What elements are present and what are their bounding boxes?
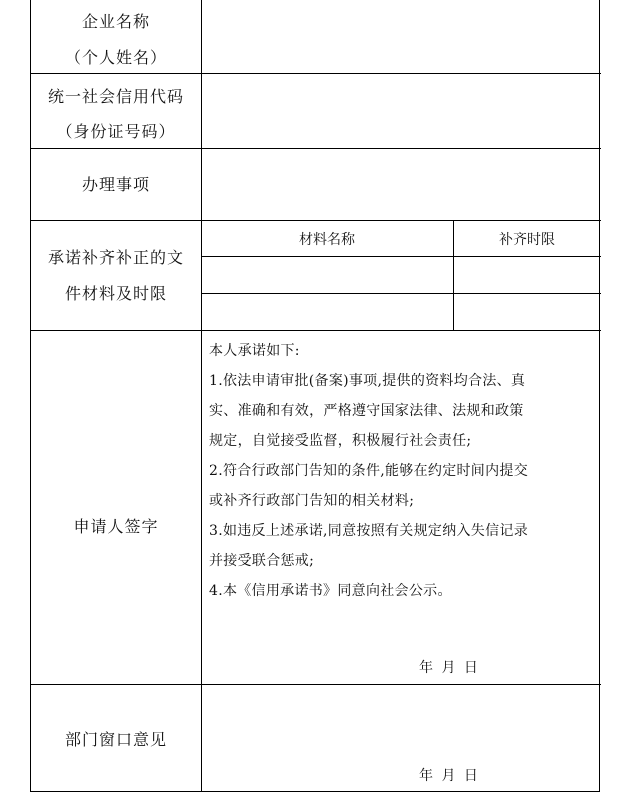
department-opinion-field[interactable] xyxy=(202,685,601,765)
row-separator xyxy=(31,220,601,221)
credit-code-field[interactable] xyxy=(202,74,601,148)
deadline-cell[interactable] xyxy=(454,257,601,293)
commitment-form xyxy=(30,0,600,792)
row-separator xyxy=(31,330,601,331)
matter-field[interactable] xyxy=(202,149,601,220)
pledge-line: 实、准确和有效，严格遵守国家法律、法规和政策 xyxy=(209,403,524,419)
deadline-cell[interactable] xyxy=(454,294,601,330)
material-name-cell[interactable] xyxy=(202,257,453,293)
applicant-signature-label: 申请人签字 xyxy=(73,517,159,536)
pledge-line: 并接受联合惩戒; xyxy=(209,553,315,569)
material-name-header: 材料名称 xyxy=(299,232,355,248)
supplement-label-line1: 承诺补齐补正的文 xyxy=(47,248,184,267)
material-name-cell[interactable] xyxy=(202,294,453,330)
supplement-label-line2: 件材料及时限 xyxy=(64,284,167,303)
department-date: 年 月 日 xyxy=(419,768,480,784)
pledge-line: 4.本《信用承诺书》同意向社会公示。 xyxy=(209,583,452,599)
enterprise-name-field[interactable] xyxy=(202,0,601,73)
enterprise-name-label: 企业名称 xyxy=(81,12,150,31)
pledge-intro: 本人承诺如下: xyxy=(209,343,300,359)
pledge-line: 3.如违反上述承诺,同意按照有关规定纳入失信记录 xyxy=(209,523,529,539)
signature-date: 年 月 日 xyxy=(419,660,480,676)
personal-name-label: （个人姓名） xyxy=(64,48,167,67)
pledge-line: 或补齐行政部门告知的相关材料; xyxy=(209,493,415,509)
deadline-header: 补齐时限 xyxy=(499,232,555,248)
pledge-line: 1.依法申请审批(备案)事项,提供的资料均合法、真 xyxy=(209,373,526,389)
credit-code-label: 统一社会信用代码 xyxy=(47,87,184,106)
pledge-text xyxy=(209,336,595,606)
id-number-label: （身份证号码） xyxy=(56,122,176,141)
pledge-line: 规定，自觉接受监督，积极履行社会责任; xyxy=(209,433,472,449)
pledge-line: 2.符合行政部门告知的条件,能够在约定时间内提交 xyxy=(209,463,529,479)
department-opinion-label: 部门窗口意见 xyxy=(64,730,167,749)
matter-label: 办理事项 xyxy=(81,175,150,194)
